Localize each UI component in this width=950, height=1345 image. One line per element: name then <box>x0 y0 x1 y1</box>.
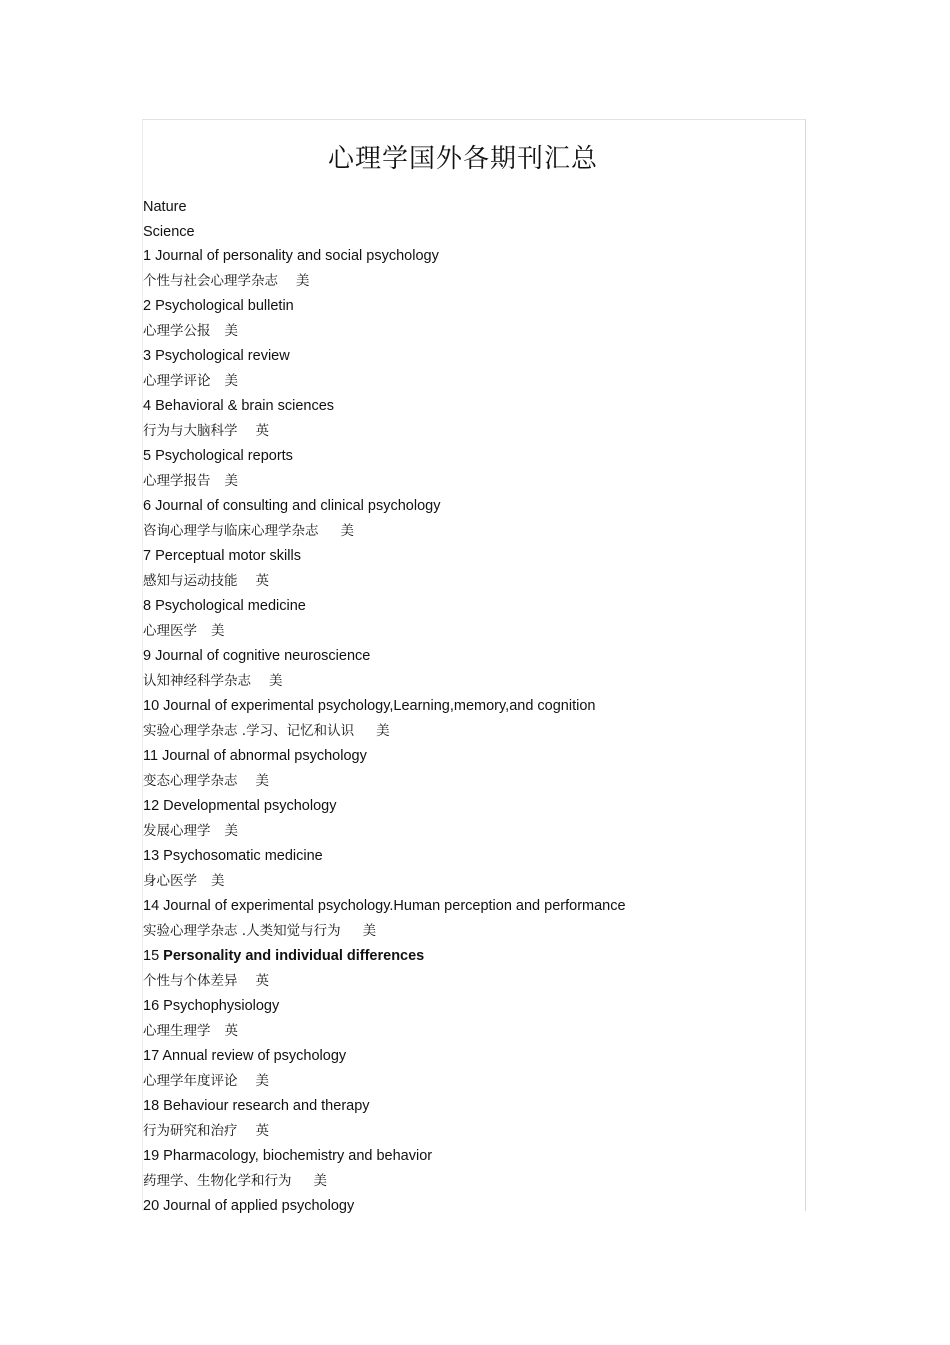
journal-chinese-title <box>143 768 793 794</box>
journal-name: Pharmacology, biochemistry and behavior <box>163 1148 433 1164</box>
journal-entry <box>143 344 793 394</box>
journal-english-title <box>143 544 793 568</box>
journal-country: 美 <box>313 1173 327 1189</box>
journal-name: Developmental psychology <box>163 798 337 814</box>
journal-chinese-title <box>143 1068 793 1094</box>
journal-chinese-title <box>143 968 793 994</box>
journal-chinese-title <box>143 518 793 544</box>
journal-chinese-name: 发展心理学 <box>143 823 211 839</box>
journal-number: 17 <box>143 1048 160 1064</box>
journal-number: 3 <box>143 348 152 364</box>
journal-entry <box>143 244 793 294</box>
journal-country: 美 <box>255 773 269 789</box>
journal-english-title <box>143 594 793 618</box>
journal-name: Psychological bulletin <box>155 298 294 314</box>
journal-entry <box>143 744 793 794</box>
journal-english-title <box>143 794 793 818</box>
journal-entry <box>143 894 793 944</box>
journal-name: Psychophysiology <box>163 998 280 1014</box>
journal-name: Journal of abnormal psychology <box>162 748 367 764</box>
journal-chinese-title <box>143 318 793 344</box>
journal-chinese-name: 药理学、生物化学和行为 <box>143 1173 292 1189</box>
journal-english-title <box>143 1144 793 1168</box>
journal-chinese-title <box>143 418 793 444</box>
journal-chinese-title <box>143 1118 793 1144</box>
journal-entry <box>143 1194 793 1218</box>
journal-country: 美 <box>211 623 225 639</box>
journal-country: 美 <box>224 373 238 389</box>
journal-english-title <box>143 494 793 518</box>
journal-number: 5 <box>143 448 152 464</box>
journal-english-title <box>143 894 793 918</box>
journal-name: Behavioral & brain sciences <box>155 398 335 414</box>
journal-chinese-name: 实验心理学杂志 .人类知觉与行为 <box>143 923 341 939</box>
journal-name: Psychological review <box>155 348 290 364</box>
journal-name: Behaviour research and therapy <box>163 1098 370 1114</box>
intro-line: Science <box>143 223 195 240</box>
journal-chinese-title <box>143 918 793 944</box>
journal-english-title <box>143 1194 793 1218</box>
journal-chinese-title <box>143 868 793 894</box>
journal-chinese-name: 心理医学 <box>143 623 197 639</box>
journal-chinese-name: 咨询心理学与临床心理学杂志 <box>143 523 319 539</box>
journal-list <box>143 195 793 1218</box>
journal-entry <box>143 1094 793 1144</box>
journal-entry <box>143 644 793 694</box>
journal-chinese-title <box>143 668 793 694</box>
journal-english-title <box>143 1094 793 1118</box>
journal-name: Journal of experimental psychology.Human perception and performance <box>163 898 626 914</box>
journal-number: 18 <box>143 1098 160 1114</box>
journal-number: 12 <box>143 798 160 814</box>
journal-name: Psychological medicine <box>155 598 306 614</box>
journal-country: 美 <box>255 1073 269 1089</box>
journal-name: Journal of personality and social psychology <box>155 248 439 264</box>
journal-country: 美 <box>362 923 377 939</box>
journal-country: 美 <box>211 873 225 889</box>
journal-chinese-name: 行为与大脑科学 <box>143 423 238 439</box>
journal-english-title <box>143 344 793 368</box>
journal-number: 14 <box>143 898 160 914</box>
intro-line: Nature <box>143 199 187 215</box>
journal-name: Journal of consulting and clinical psychology <box>155 498 441 514</box>
journal-entry <box>143 1044 793 1094</box>
journal-name: Psychosomatic medicine <box>163 848 323 864</box>
journal-country: 美 <box>269 673 283 689</box>
journal-chinese-title <box>143 1168 793 1194</box>
journal-number: 16 <box>143 998 160 1014</box>
journal-english-title <box>143 644 793 668</box>
journal-chinese-title <box>143 1018 793 1044</box>
journal-entry <box>143 994 793 1044</box>
journal-chinese-name: 个性与社会心理学杂志 <box>143 273 278 289</box>
journal-number: 2 <box>143 298 152 314</box>
journal-chinese-title <box>143 468 793 494</box>
journal-number: 1 <box>143 248 152 264</box>
journal-chinese-title <box>143 368 793 394</box>
journal-english-title <box>143 394 793 418</box>
journal-english-title <box>143 994 793 1018</box>
journal-chinese-title <box>143 268 793 294</box>
journal-chinese-title <box>143 718 793 744</box>
journal-entry <box>143 944 793 994</box>
journal-entry <box>143 494 793 544</box>
journal-english-title <box>143 944 793 968</box>
journal-entry <box>143 594 793 644</box>
journal-entry <box>143 444 793 494</box>
journal-name: Journal of applied psychology <box>163 1198 355 1214</box>
journal-country: 英 <box>255 423 269 439</box>
journal-name: Annual review of psychology <box>162 1048 347 1064</box>
journal-chinese-name: 身心医学 <box>143 873 197 889</box>
journal-country: 英 <box>255 1123 269 1139</box>
journal-country: 美 <box>340 523 354 539</box>
journal-chinese-name: 心理学报告 <box>143 473 211 489</box>
journal-chinese-name: 行为研究和治疗 <box>143 1123 238 1139</box>
journal-number: 8 <box>143 598 152 614</box>
journal-country: 英 <box>224 1023 238 1039</box>
journal-english-title <box>143 1044 793 1068</box>
document-title: 心理学国外各期刊汇总 <box>327 144 598 174</box>
journal-number: 9 <box>143 648 152 664</box>
journal-number: 6 <box>143 498 152 514</box>
journal-english-title <box>143 744 793 768</box>
journal-country: 英 <box>255 973 269 989</box>
journal-country: 美 <box>376 723 390 739</box>
journal-entry <box>143 544 793 594</box>
journal-name: Psychological reports <box>155 448 293 464</box>
journal-chinese-name: 认知神经科学杂志 <box>143 673 251 689</box>
journal-entry <box>143 394 793 444</box>
journal-entry <box>143 794 793 844</box>
journal-chinese-title <box>143 818 793 844</box>
journal-chinese-name: 个性与个体差异 <box>143 973 238 989</box>
journal-country: 英 <box>255 573 269 589</box>
journal-english-title <box>143 244 793 268</box>
journal-number: 20 <box>143 1198 160 1214</box>
journal-chinese-name: 心理生理学 <box>143 1023 211 1039</box>
journal-name: Journal of experimental psychology,Learning,memory,and cognition <box>163 698 596 714</box>
journal-chinese-name: 心理学评论 <box>143 373 211 389</box>
journal-number: 19 <box>143 1148 160 1164</box>
journal-entry <box>143 844 793 894</box>
journal-english-title <box>143 294 793 318</box>
journal-chinese-title <box>143 568 793 594</box>
journal-entries <box>143 244 793 1218</box>
journal-chinese-name: 心理学年度评论 <box>143 1073 238 1089</box>
journal-number: 7 <box>143 548 152 564</box>
journal-name: Personality and individual differences <box>163 948 425 964</box>
journal-chinese-name: 实验心理学杂志 .学习、记忆和认识 <box>143 723 355 739</box>
journal-number: 11 <box>143 748 159 764</box>
journal-country: 美 <box>224 323 238 339</box>
journal-country: 美 <box>224 823 238 839</box>
journal-entry <box>143 294 793 344</box>
journal-entry <box>143 1144 793 1194</box>
journal-chinese-name: 心理学公报 <box>143 323 211 339</box>
journal-entry <box>143 694 793 744</box>
journal-english-title <box>143 844 793 868</box>
journal-number: 13 <box>143 848 160 864</box>
journal-english-title <box>143 694 793 718</box>
journal-country: 美 <box>296 273 310 289</box>
journal-number: 15 <box>143 948 160 964</box>
journal-chinese-title <box>143 618 793 644</box>
journal-name: Perceptual motor skills <box>155 548 301 564</box>
journal-number: 10 <box>143 698 160 714</box>
journal-number: 4 <box>143 398 152 414</box>
journal-country: 美 <box>224 473 238 489</box>
journal-english-title <box>143 444 793 468</box>
journal-name: Journal of cognitive neuroscience <box>155 648 371 664</box>
journal-chinese-name: 感知与运动技能 <box>143 573 238 589</box>
journal-chinese-name: 变态心理学杂志 <box>143 773 238 789</box>
